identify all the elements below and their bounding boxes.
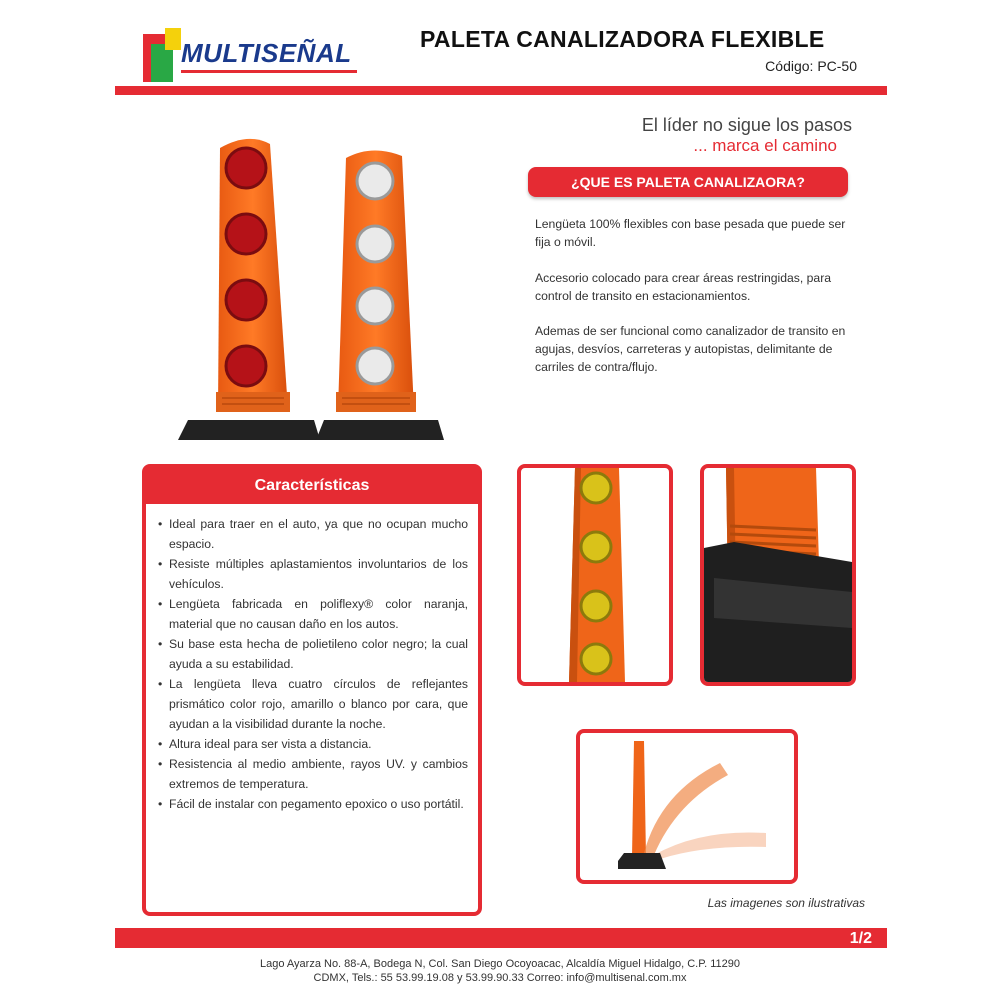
- footer-bar: [115, 928, 887, 948]
- paddle-red-reflectors: [178, 139, 320, 440]
- logo-yellow-block: [165, 28, 181, 50]
- about-paragraph-1: Lengüeta 100% flexibles con base pesada que puede ser fija o móvil.: [535, 217, 846, 249]
- logo-text: MULTISEÑAL: [181, 38, 352, 68]
- detail-image-base: [700, 464, 856, 686]
- feature-item: • Resistencia al medio ambiente, rayos UV. y cambios extremos de temperatura.: [158, 754, 468, 794]
- brand-logo: [143, 28, 363, 84]
- about-heading: ¿QUE ES PALETA CANALIZAORA?: [528, 167, 848, 197]
- feature-item: • La lengüeta lleva cuatro círculos de reflejantes prismático color rojo, amarillo o blanco por cara, que ayudan a la visibilidad durante la noche.: [158, 674, 468, 734]
- logo-underline: [181, 70, 357, 73]
- product-image: [170, 130, 460, 460]
- detail-image-flex: [576, 729, 798, 884]
- slogan-line-2: ... marca el camino: [693, 136, 837, 155]
- header-divider: [115, 86, 887, 95]
- paddle-flex-motion-icon: [580, 733, 794, 880]
- paddle-base-closeup-icon: [704, 468, 852, 682]
- document-title: PALETA CANALIZADORA FLEXIBLE: [420, 26, 825, 52]
- feature-item: • Resiste múltiples aplastamientos involuntarios de los vehículos.: [158, 554, 468, 594]
- feature-item: • Su base esta hecha de polietileno color negro; la cual ayuda a su estabilidad.: [158, 634, 468, 674]
- feature-item: • Ideal para traer en el auto, ya que no ocupan mucho espacio.: [158, 514, 468, 554]
- footer-contact: CDMX, Tels.: 55 53.99.19.08 y 53.99.90.33 Correo: info@multisenal.com.mx: [313, 972, 687, 984]
- about-paragraph-2: Accesorio colocado para crear áreas restringidas, para control de transito en estacionamientos.: [535, 271, 832, 303]
- paddle-yellow-reflectors-icon: [521, 468, 669, 682]
- page-number: 1/2: [849, 930, 872, 947]
- paddle-white-reflectors: [316, 150, 444, 440]
- illustrative-note: Las imagenes son ilustrativas: [707, 896, 865, 910]
- about-paragraph-3: Ademas de ser funcional como canalizador de transito en agujas, desvíos, carreteras y autopistas, delimitante de carriles de contra/flujo.: [535, 324, 846, 374]
- feature-item: • Lengüeta fabricada en poliflexy® color naranja, material que no causan daño en los autos.: [158, 594, 468, 634]
- features-box: [142, 464, 482, 916]
- detail-image-reflectors: [517, 464, 673, 686]
- feature-item: • Fácil de instalar con pegamento epoxico o uso portátil.: [158, 794, 468, 814]
- product-code: Código: PC-50: [765, 58, 857, 74]
- footer-address: Lago Ayarza No. 88-A, Bodega N, Col. San Diego Ocoyoacac, Alcaldía Miguel Hidalgo, C.P. 11290: [259, 958, 740, 970]
- features-list: [158, 514, 468, 814]
- feature-item: • Altura ideal para ser vista a distancia.: [158, 734, 468, 754]
- features-heading: Características: [146, 468, 478, 504]
- slogan-line-1: El líder no sigue los pasos: [641, 115, 852, 135]
